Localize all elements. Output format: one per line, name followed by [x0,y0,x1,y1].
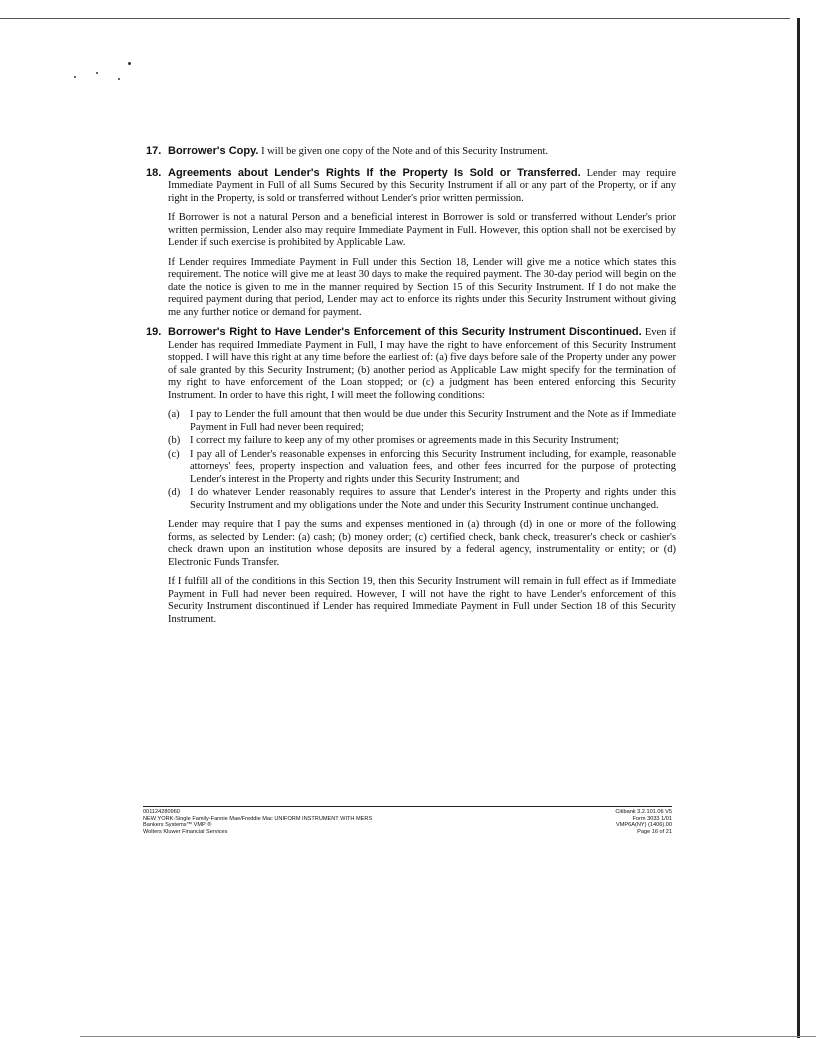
scan-specks [60,60,140,90]
conditions-list [168,409,676,512]
section-number: 19. [146,326,162,338]
list-item-text: I pay all of Lender's reasonable expenses in enforcing this Security Instrument including, for example, reasonable attorneys' fees, property inspection and valuation fees, and other fees incurred for the purpose of protecting Lender's interest in the Property and rights under this Security Instrument; and [190,448,676,485]
list-item [168,409,676,434]
list-item [168,487,676,512]
section-number: 18. [146,166,162,179]
list-item-text: I correct my failure to keep any of my other promises or agreements made in this Security Instrument; [190,435,619,446]
footer-version: Citibank 3.2.101.06 V5 [615,809,672,815]
section-title: Borrower's Right to Have Lender's Enforcement of this Security Instrument Discontinued. [168,326,642,338]
section-17 [146,145,676,159]
footer-form-number: Form 3033 1/01 [632,815,672,822]
section-paragraph: Lender may require that I pay the sums and expenses mentioned in (a) through (d) in one or more of the following forms, as selected by Lender: (a) cash; (b) money order; (c) certified check, bank check, treasurer's check or cashier's check drawn upon an institution whose deposits are insured by a federal agency, instrumentality or entity; or (d) Electronic Funds Transfer. [168,519,676,568]
footer-left-block [143,809,372,835]
list-item-label: (c) [168,448,180,460]
list-item [168,449,676,487]
scan-top-border [0,18,790,19]
footer-form-title: NEW YORK-Single Family-Fannie Mae/Freddie Mac UNIFORM INSTRUMENT WITH MERS [143,815,373,822]
document-body [146,145,676,633]
footer-rule [143,806,672,807]
list-item-text: I pay to Lender the full amount that then would be due under this Security Instrument and the Note as if Immediate Payment in Full had never been required; [190,409,676,433]
footer-page-number: Page 16 of 21 [637,828,672,835]
section-paragraph: If Borrower is not a natural Person and a beneficial interest in Borrower is sold or transferred without Lender's prior written permission, Lender also may require Immediate Payment in Full. However, this option shall not be exercised by Lender if such exercise is prohibited by Applicable Law. [168,212,676,248]
section-number: 17. [146,145,162,157]
section-first-paragraph [168,326,676,402]
scan-bottom-border [80,1036,816,1037]
section-body-text: I will be given one copy of the Note and of this Security Instrument. [258,146,548,157]
scan-right-edge [797,18,800,1038]
section-paragraph: If Lender requires Immediate Payment in Full under this Section 18, Lender will give me a notice which states this requirement. The notice will give me at least 30 days to make the required payment. The 30-day period will begin on the date the notice is given to me in the manner required by Section 15 of this Security Instrument. If I do not make the required payment during that period, Lender may act to enforce its rights under this Security Instrument without giving me any further notice or demand for payment. [168,256,676,318]
section-title: Agreements about Lender's Rights If the Property Is Sold or Transferred. [168,166,581,179]
list-item-text: I do whatever Lender reasonably requires to assure that Lender's interest in the Property and rights under this Security Instrument and my obligations under the Note and under this Security Instrument continue unchanged. [190,487,676,511]
section-19 [146,326,676,626]
section-first-paragraph [168,145,676,159]
footer-publisher: Bankers Systems™ VMP ® [143,822,212,829]
list-item [168,435,676,448]
footer-company: Wolters Kluwer Financial Services [143,828,228,835]
section-body-text: Even if Lender has required Immediate Payment in Full, I may have the right to have enforcement of this Security Instrument stopped. I will have this right at any time before the earliest of: (a) five days before sale of the Property under any power of sale granted by this Security Instrument; (b) another period as Applicable Law might specify for the termination of my right to have enforcement of the Loan stopped; or (c) a judgment has been entered enforcing this Security Instrument. In order to have this right, I will meet the following conditions: [168,327,676,401]
footer-loan-number: 001124280960 [143,809,180,815]
section-paragraph: If I fulfill all of the conditions in this Section 19, then this Security Instrument will remain in full effect as if Immediate Payment in Full had never been required. However, I will not have the right to have Lender's enforcement of this Security Instrument discontinued if Lender has required Immediate Payment in Full under Section 18 of this Security Instrument. [168,576,676,625]
list-item-label: (b) [168,435,181,446]
footer-right-block [615,809,672,835]
footer-vmp-code: VMP6A(NY) (1406).00 [616,822,672,829]
list-item-label: (a) [168,409,180,420]
section-18 [146,167,676,320]
list-item-label: (d) [168,487,181,498]
section-first-paragraph [168,167,676,206]
section-title: Borrower's Copy. [168,145,259,157]
section-body-text: Lender may require Immediate Payment in Full of all Sums Secured by this Security Instrument if all or any part of the Property, or if any right in the Property, is sold or transferred without Lender's prior written permission. [168,167,677,204]
